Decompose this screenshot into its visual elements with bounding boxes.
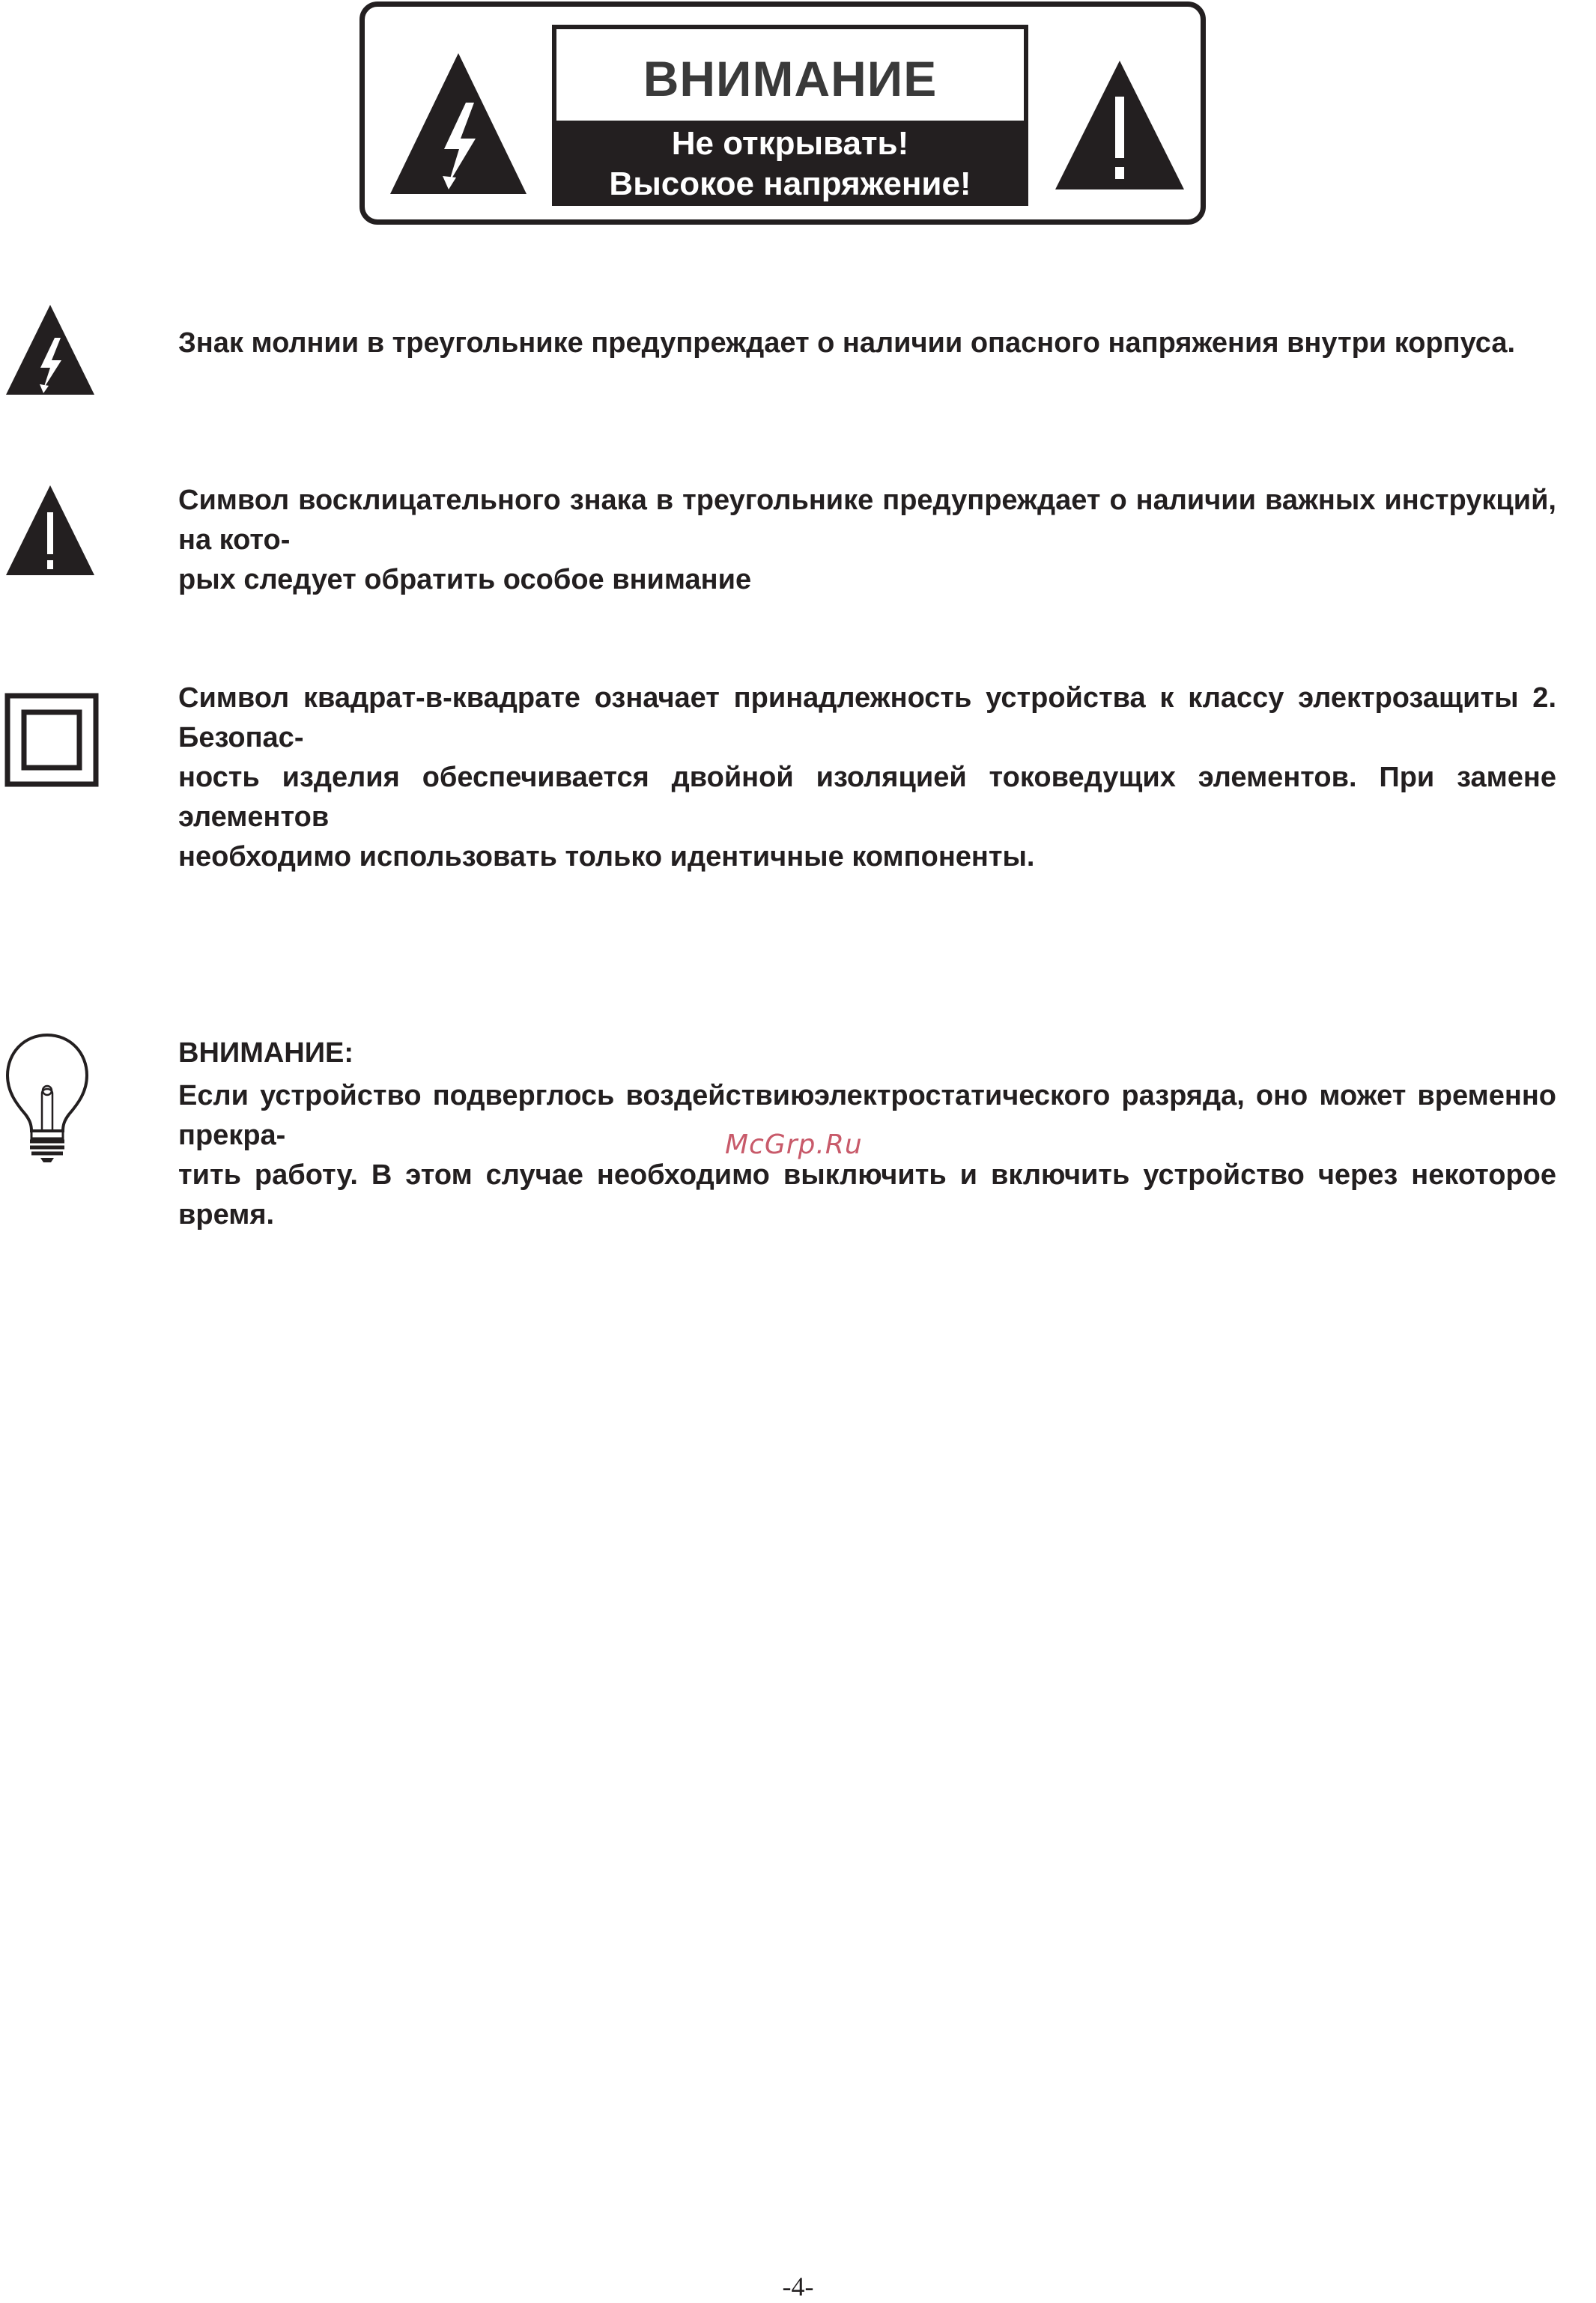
double-square-icon xyxy=(4,693,99,787)
text-line: Если устройство подверглось воздействиюэлектростатического разряда, оно может временно прекра- xyxy=(178,1080,1556,1151)
double-square-description xyxy=(178,679,1556,877)
exclamation-triangle-icon xyxy=(1052,58,1187,192)
text-line: Символ квадрат-в-квадрате означает принадлежность устройства к классу электрозащиты 2. Безопас- xyxy=(178,682,1556,753)
note-heading: ВНИМАНИЕ: xyxy=(178,1037,354,1069)
lightning-triangle-icon xyxy=(4,303,96,396)
banner-line-2: Высокое напряжение! xyxy=(609,166,971,202)
banner-subtitle xyxy=(556,121,1024,201)
lightning-triangle-icon xyxy=(387,50,530,197)
text-line: рых следует обратить особое внимание xyxy=(178,564,752,595)
watermark: McGrp.Ru xyxy=(725,1129,863,1160)
warning-note xyxy=(178,1034,1556,1235)
exclamation-triangle-icon xyxy=(4,484,96,577)
banner-line-1: Не открывать! xyxy=(671,125,909,162)
text-line: необходимо использовать только идентичные компоненты. xyxy=(178,841,1035,873)
light-bulb-icon xyxy=(3,1032,91,1164)
warning-banner xyxy=(359,1,1206,225)
text-line: тить работу. В этом случае необходимо выключить и включить устройство через некоторое время. xyxy=(178,1159,1556,1231)
lightning-description xyxy=(178,324,1556,363)
text-line: Знак молнии в треугольнике предупреждает о наличии опасного напряжения внутри корпуса. xyxy=(178,327,1516,359)
warning-label-box xyxy=(552,25,1028,206)
text-line: Символ восклицательного знака в треугольнике предупреждает о наличии важных инструкций, на кото- xyxy=(178,485,1556,556)
page-number: -4- xyxy=(782,2272,814,2302)
exclamation-description xyxy=(178,481,1556,600)
text-line: ность изделия обеспечивается двойной изоляцией токоведущих элементов. При замене элементов xyxy=(178,762,1556,833)
banner-title: ВНИМАНИЕ xyxy=(643,51,938,106)
